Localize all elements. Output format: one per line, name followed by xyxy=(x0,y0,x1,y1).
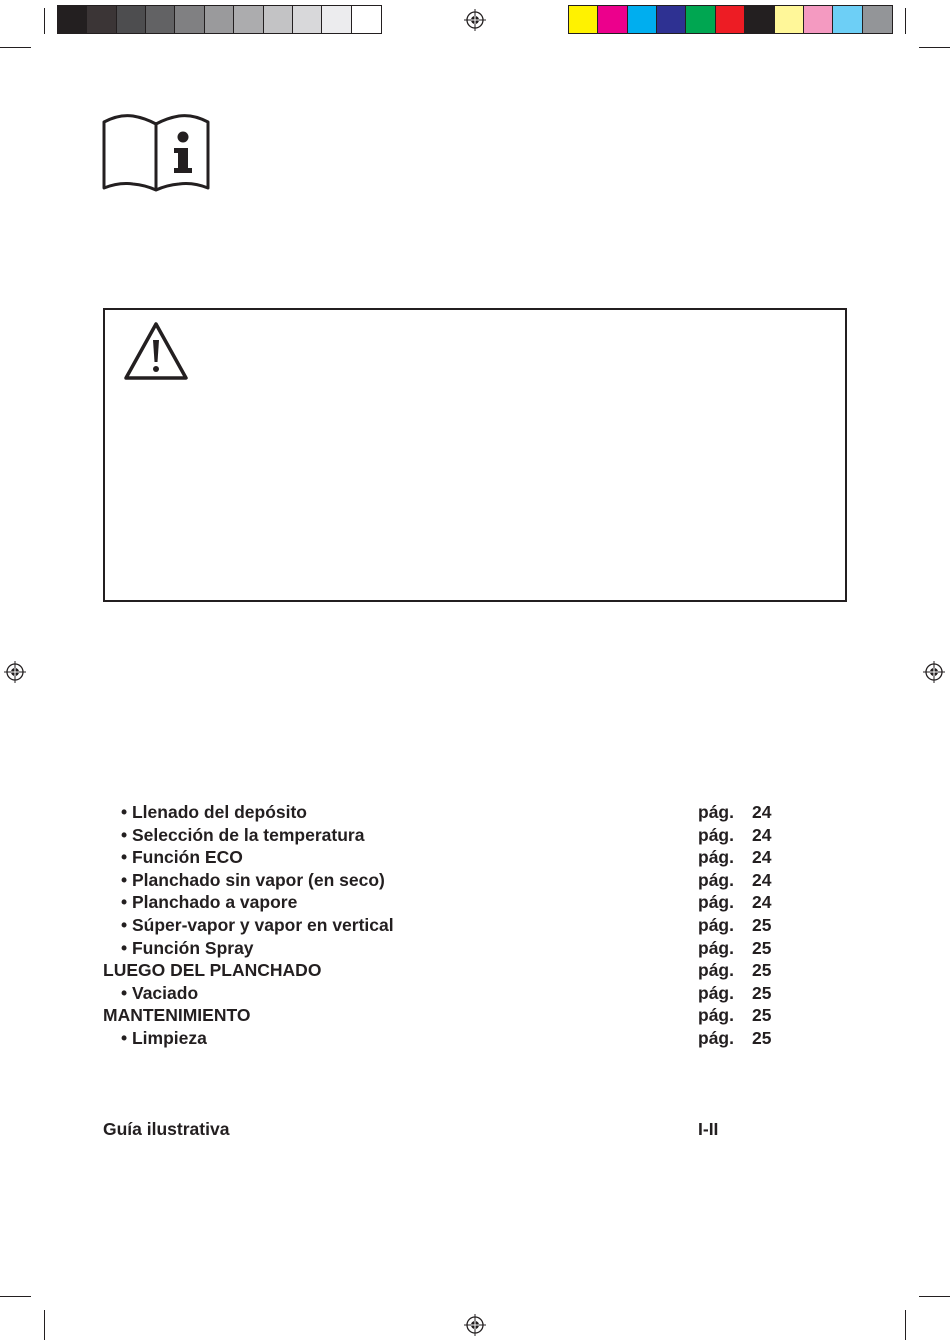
toc-page-prefix: pág. xyxy=(698,892,734,913)
color-swatch xyxy=(293,6,322,33)
color-swatch xyxy=(863,6,892,33)
toc-page-number: 25 xyxy=(752,1027,772,1048)
registration-mark-icon xyxy=(464,9,486,31)
toc-page-number: 25 xyxy=(752,960,772,981)
color-swatch xyxy=(657,6,686,33)
toc-page-number: 25 xyxy=(752,1005,772,1026)
toc-page-number: 24 xyxy=(752,802,772,822)
crop-mark-top-left-horizontal xyxy=(0,47,31,48)
color-swatch xyxy=(117,6,146,33)
toc-page-prefix: pág. xyxy=(698,869,734,890)
color-swatch xyxy=(775,6,804,33)
toc-label: • Planchado a vapore xyxy=(121,892,298,913)
table-of-contents xyxy=(103,801,803,1050)
warning-triangle-icon xyxy=(122,320,190,382)
toc-page-number: 24 xyxy=(752,892,772,913)
toc-row xyxy=(103,824,803,847)
toc-page-prefix: pág. xyxy=(698,1005,734,1026)
toc-page-prefix: pág. xyxy=(698,914,734,935)
registration-mark-icon xyxy=(4,661,26,683)
crop-mark-bottom-right-horizontal xyxy=(919,1296,950,1297)
toc-row xyxy=(103,801,803,824)
toc-label: • Súper-vapor y vapor en vertical xyxy=(121,914,394,935)
color-swatch xyxy=(569,6,598,33)
crop-mark-bottom-right-vertical xyxy=(905,1310,906,1340)
crop-mark-bottom-left-vertical xyxy=(44,1310,45,1340)
toc-page-prefix: pág. xyxy=(698,824,734,845)
toc-page-prefix: pág. xyxy=(698,982,734,1003)
color-swatch xyxy=(322,6,351,33)
toc-label: • Función Spray xyxy=(121,937,254,958)
color-swatch xyxy=(352,6,381,33)
toc-page-prefix: pág. xyxy=(698,937,734,958)
toc-page-prefix: pág. xyxy=(698,960,734,981)
color-swatch xyxy=(146,6,175,33)
toc-row xyxy=(103,937,803,960)
color-swatch xyxy=(58,6,87,33)
guide-pages: I-II xyxy=(698,1119,719,1139)
toc-page-number: 25 xyxy=(752,914,772,935)
toc-page-number: 24 xyxy=(752,869,772,890)
toc-row xyxy=(103,891,803,914)
toc-label: MANTENIMIENTO xyxy=(103,1005,251,1026)
toc-page-number: 25 xyxy=(752,982,772,1003)
color-swatch xyxy=(628,6,657,33)
color-swatch xyxy=(598,6,627,33)
toc-page-number: 24 xyxy=(752,847,772,868)
guide-label: Guía ilustrativa xyxy=(103,1119,230,1139)
toc-row xyxy=(103,1004,803,1027)
warning-box xyxy=(103,308,847,602)
toc-row xyxy=(103,914,803,937)
toc-label: • Función ECO xyxy=(121,847,243,868)
toc-page-number: 24 xyxy=(752,824,772,845)
toc-label: • Limpieza xyxy=(121,1027,207,1048)
toc-page-prefix: pág. xyxy=(698,847,734,868)
toc-row xyxy=(103,959,803,982)
toc-row xyxy=(103,846,803,869)
book-info-icon xyxy=(101,112,211,192)
color-swatch xyxy=(686,6,715,33)
process-color-bar xyxy=(568,5,893,34)
crop-mark-top-left-vertical xyxy=(44,8,45,34)
color-swatch xyxy=(716,6,745,33)
crop-mark-top-right-horizontal xyxy=(919,47,950,48)
toc-label: • Selección de la temperatura xyxy=(121,824,365,845)
color-swatch xyxy=(175,6,204,33)
registration-mark-icon xyxy=(464,1314,486,1336)
color-swatch xyxy=(264,6,293,33)
registration-mark-icon xyxy=(923,661,945,683)
toc-label: • Vaciado xyxy=(121,982,199,1003)
color-swatch xyxy=(205,6,234,33)
toc-row xyxy=(103,982,803,1005)
color-swatch xyxy=(745,6,774,33)
guide-row xyxy=(103,1118,803,1140)
toc-page-prefix: pág. xyxy=(698,1027,734,1048)
grayscale-color-bar xyxy=(57,5,382,34)
color-swatch xyxy=(804,6,833,33)
color-swatch xyxy=(833,6,862,33)
toc-label: LUEGO DEL PLANCHADO xyxy=(103,960,322,981)
toc-row xyxy=(103,1027,803,1050)
toc-row xyxy=(103,869,803,892)
color-swatch xyxy=(87,6,116,33)
crop-mark-top-right-vertical xyxy=(905,8,906,34)
toc-label: • Planchado sin vapor (en seco) xyxy=(121,869,385,890)
toc-page-prefix: pág. xyxy=(698,802,734,822)
crop-mark-bottom-left-horizontal xyxy=(0,1296,31,1297)
toc-page-number: 25 xyxy=(752,937,772,958)
toc-label: • Llenado del depósito xyxy=(121,802,307,822)
color-swatch xyxy=(234,6,263,33)
